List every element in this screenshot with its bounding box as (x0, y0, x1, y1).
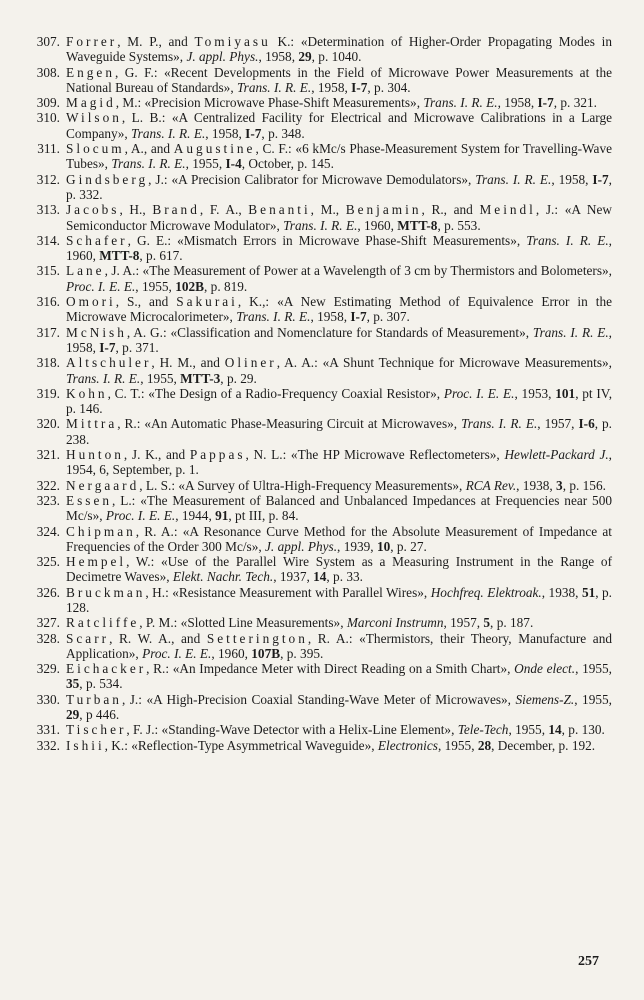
reference-text: , J. A.: «The Measurement of Power at a Wavelength of 3 cm by Thermistors and Bolometers», (104, 263, 612, 279)
reference-text: , p. 332. (66, 171, 612, 202)
reference-entry (24, 141, 612, 172)
reference-text: , J. K., and (123, 447, 190, 463)
journal-title: Trans. I. R. E. (423, 95, 498, 111)
author-surname: Ratcliffe (66, 615, 140, 631)
reference-text: , R.: «An Impedance Meter with Direct Reading on a Smith Chart», (146, 661, 515, 677)
reference-text: , K.,: «A New Estimating Method of Equivalence Error in the Microwave Microcalorimeter», (66, 294, 612, 325)
reference-number: 307. (36, 34, 60, 49)
author-surname: Schafer (66, 232, 128, 248)
reference-number: 330. (36, 691, 60, 707)
journal-title: Proc. I. E. E. (443, 385, 515, 401)
reference-text: , p. 156. (562, 477, 606, 493)
reference-text: , A. A.: «A Shunt Technique for Microwave Measurements», (276, 355, 612, 371)
reference-text: , 1955, (135, 278, 176, 294)
volume: I-7 (350, 309, 367, 325)
author-surname: Benjamin (345, 202, 422, 218)
author-surname: Pappas (189, 447, 246, 463)
author-surname: Magid (66, 95, 116, 111)
volume: 102B (175, 278, 205, 294)
reference-entry (24, 661, 612, 692)
reference-text: , L. B.: «A Centralized Facility for Electrical and Microwave Calibrations in a Large Company», (66, 110, 612, 141)
volume: I-7 (537, 95, 554, 111)
reference-text: , p. 29. (220, 370, 257, 386)
reference-text: , 1954, 6, September, p. 1. (66, 447, 612, 478)
author-surname: Eichacker (66, 661, 147, 677)
reference-text: , L.: «The Measurement of Balanced and Unbalanced Impedances at Frequencies near 500 Mc/s», (66, 492, 612, 524)
reference-text: , 1958, (66, 324, 612, 355)
reference-text: , p. 553. (437, 217, 481, 233)
journal-title: Trans. I. R. E. (131, 125, 206, 141)
reference-text: , 1958, (551, 171, 593, 187)
author-surname: Bruckman (66, 584, 146, 600)
reference-text: , p. 617. (139, 248, 183, 264)
reference-number: 320. (36, 416, 60, 432)
volume: 107B (251, 645, 281, 661)
volume: 28 (477, 737, 492, 753)
reference-text: K.: «Determination of Higher-Order Propagating Modes in Waveguide Systems», (66, 34, 612, 65)
reference-text: , 1955, (437, 737, 478, 753)
journal-title: Trans. I. R. E. (532, 324, 609, 340)
reference-text: , 1955, (574, 691, 612, 707)
author-surname: Turban (66, 691, 122, 707)
volume: I-6 (578, 416, 595, 432)
author-surname: Lane (66, 263, 105, 279)
reference-text: , 1953, (514, 385, 556, 401)
reference-text: , 1955, (508, 722, 549, 738)
author-surname: Scarr (66, 630, 110, 646)
reference-text: , P. M.: «Slotted Line Measurements», (139, 615, 347, 631)
journal-title: Electronics (377, 737, 438, 753)
volume: 101 (555, 385, 576, 401)
reference-text: , K.: «Reflection-Type Asymmetrical Waveguide», (104, 737, 378, 753)
author-surname: Omori (66, 294, 116, 310)
reference-number: 311. (37, 141, 60, 157)
reference-text: , p. 238. (66, 416, 613, 447)
reference-text: , 1958, (311, 79, 352, 95)
reference-entry (24, 554, 612, 585)
reference-number: 323. (36, 492, 60, 508)
reference-text: , C. F.: «6 kMc/s Phase-Measurement System for Travelling-Wave Tubes», (66, 141, 612, 172)
reference-number: 317. (36, 324, 60, 340)
author-surname: Hunton (66, 447, 124, 463)
reference-text: , F. A., (199, 202, 249, 218)
author-surname: Kohn (66, 385, 108, 401)
reference-text: , p. 304. (367, 79, 411, 95)
journal-title: Trans. I. R. E. (461, 416, 538, 432)
reference-entry (24, 524, 612, 555)
reference-entry (24, 692, 612, 723)
author-surname: Altschuler (66, 355, 152, 371)
reference-number: 309. (36, 95, 60, 111)
reference-number: 319. (36, 385, 60, 401)
reference-entry (24, 172, 612, 203)
reference-text: , p. 819. (204, 278, 248, 294)
journal-title: Trans. I. R. E. (526, 232, 609, 248)
reference-text: , 1958, (205, 125, 246, 141)
reference-text: , p. 187. (490, 615, 534, 631)
volume: 14 (548, 722, 562, 738)
journal-title: RCA Rev. (465, 477, 517, 493)
reference-text: , p. 130. (561, 722, 605, 738)
volume: 5 (483, 615, 491, 631)
reference-number: 316. (36, 294, 60, 310)
reference-number: 308. (36, 64, 60, 80)
reference-number: 310. (36, 110, 60, 126)
volume: MTT-8 (397, 217, 438, 233)
reference-text: , J.: «A High-Precision Coaxial Standing-Wave Meter of Microwaves», (121, 691, 516, 707)
reference-entry (24, 386, 612, 417)
reference-text: , R., and (421, 202, 480, 218)
journal-title: Onde elect. (514, 661, 576, 677)
volume: 51 (581, 584, 596, 600)
volume: I-7 (99, 339, 116, 355)
reference-number: 314. (36, 232, 60, 248)
reference-entry (24, 294, 612, 325)
journal-title: Elekt. Nachr. Tech. (172, 569, 274, 585)
reference-text: , M. P., and (117, 34, 195, 49)
volume: 91 (215, 508, 229, 524)
reference-text: , p. 128. (66, 584, 613, 615)
author-surname: Tomiyasu (194, 34, 271, 49)
reference-entry (24, 95, 612, 110)
author-surname: Gindsberg (66, 171, 149, 187)
volume: 3 (556, 477, 563, 493)
reference-number: 312. (36, 171, 60, 187)
reference-text: , S., and (115, 294, 177, 310)
reference-text: , 1938, (516, 477, 557, 493)
reference-number: 328. (36, 630, 60, 646)
author-surname: Essen (66, 492, 113, 508)
journal-title: Trans. I. R. E. (66, 370, 141, 386)
reference-text: , 1960, (211, 645, 252, 661)
reference-text: , 1944, (175, 508, 216, 524)
reference-text: , 1960, (357, 217, 398, 233)
reference-text: , A. G.: «Classification and Nomenclature for Standards of Measurement», (126, 324, 533, 340)
reference-text: , p. 33. (326, 569, 363, 585)
reference-entry (24, 738, 612, 753)
volume: I-7 (245, 125, 262, 141)
reference-text: , F. J.: «Standing-Wave Detector with a Helix-Line Element», (126, 722, 458, 738)
reference-number: 329. (36, 661, 60, 677)
reference-text: , N. L.: «The HP Microwave Reflectometers», (245, 447, 505, 463)
reference-text: , 1958, (310, 309, 351, 325)
journal-title: Hochfreq. Elektroak. (430, 584, 542, 600)
reference-number: 331. (36, 722, 60, 738)
author-surname: Tischer (66, 722, 127, 738)
reference-number: 326. (36, 584, 60, 600)
volume: I-4 (225, 156, 242, 172)
journal-title: J. appl. Phys. (186, 49, 259, 65)
reference-entry (24, 65, 612, 96)
author-surname: Oliner (224, 355, 277, 371)
reference-text: , 1958, (258, 49, 299, 65)
reference-text: , 1957, (537, 416, 579, 432)
reference-text: , p. 27. (390, 538, 427, 554)
reference-number: 313. (36, 202, 60, 218)
reference-text: , October, p. 145. (241, 156, 334, 172)
journal-title: Trans. I. R. E. (475, 171, 552, 187)
reference-number: 324. (36, 523, 60, 539)
author-surname: Brand (152, 202, 200, 218)
author-surname: Benanti (248, 202, 311, 218)
reference-text: , G. F.: «Recent Developments in the Field of Microwave Power Measurements at the National Bureau of Standards», (66, 64, 612, 95)
volume: 29 (298, 49, 312, 65)
reference-text: , p. 371. (115, 339, 159, 355)
author-surname: Nergaard (66, 477, 140, 493)
reference-text: , M., (310, 202, 346, 218)
reference-text: , p. 321. (553, 95, 597, 111)
reference-text: , R. W. A., and (109, 630, 207, 646)
reference-entry (24, 355, 612, 386)
reference-entry (24, 34, 612, 65)
reference-text: , H., (119, 202, 153, 218)
reference-entry (24, 615, 612, 630)
journal-title: Proc. I. E. E. (105, 508, 176, 524)
journal-title: Proc. I. E. E. (66, 278, 136, 294)
reference-text: , 1939, (337, 538, 377, 554)
reference-text: , p. 395. (280, 645, 324, 661)
author-surname: Mittra (66, 416, 118, 432)
reference-entry (24, 585, 612, 616)
reference-entry (24, 263, 612, 294)
author-surname: McNish (66, 324, 127, 340)
reference-text: , J.: «A New Semiconductor Microwave Modulator», (66, 202, 612, 233)
reference-text: , J.: «A Precision Calibrator for Microwave Demodulators», (148, 171, 476, 187)
author-surname: Chipman (66, 523, 136, 539)
reference-number: 315. (36, 263, 60, 279)
reference-text: , G. E.: «Mismatch Errors in Microwave Phase-Shift Measurements», (127, 232, 527, 248)
reference-entry (24, 631, 612, 662)
reference-text: , 1957, (443, 615, 484, 631)
reference-text: , p. 307. (366, 309, 410, 325)
journal-title: J. appl. Phys. (265, 538, 338, 554)
reference-text: , 1937, (273, 569, 314, 585)
reference-text: , A., and (124, 141, 174, 157)
reference-text: , W.: «Use of the Parallel Wire System as a Measuring Instrument in the Range of Decimetre Waves», (66, 554, 612, 585)
reference-text: , pt III, p. 84. (228, 508, 299, 524)
reference-number: 327. (36, 615, 60, 631)
author-surname: Ishii (66, 737, 105, 753)
reference-entry (24, 202, 612, 233)
author-surname: Augustine (173, 141, 256, 157)
reference-text: , M.: «Precision Microwave Phase-Shift Measurements», (115, 95, 424, 111)
reference-text: , 1955, (575, 661, 612, 677)
reference-entry (24, 493, 612, 524)
reference-text: , 1955, (185, 156, 226, 172)
reference-text: , p. 534. (79, 676, 123, 692)
reference-entry (24, 325, 612, 356)
reference-text: , 1955, (140, 370, 181, 386)
author-surname: Meindl (479, 202, 536, 218)
reference-entry (24, 722, 612, 737)
reference-text: , R.: «An Automatic Phase-Measuring Circuit at Microwaves», (117, 416, 462, 432)
reference-entry (24, 110, 612, 141)
reference-entry (24, 416, 612, 447)
reference-number: 321. (36, 447, 60, 463)
reference-list (24, 34, 612, 753)
volume: 14 (313, 569, 327, 585)
reference-entry (24, 447, 612, 478)
page-number: 257 (578, 954, 599, 969)
journal-title: Marconi Instrumn (346, 615, 444, 631)
volume: I-7 (592, 171, 609, 187)
author-surname: Hempel (66, 554, 127, 570)
journal-title: Proc. I. E. E. (142, 645, 212, 661)
author-surname: Jacobs (66, 202, 120, 218)
reference-entry (24, 233, 612, 264)
journal-title: Hewlett-Packard J. (504, 447, 609, 463)
reference-text: , p 446. (79, 707, 120, 723)
reference-text: , December, p. 192. (491, 737, 596, 753)
author-surname: Wilson (66, 110, 122, 126)
volume: 35 (66, 676, 80, 692)
reference-text: , pt IV, p. 146. (66, 385, 613, 417)
author-surname: Sakurai (176, 294, 238, 310)
reference-text: , H.: «Resistance Measurement with Parallel Wires», (145, 584, 431, 600)
reference-number: 322. (36, 477, 60, 493)
volume: 29 (66, 707, 80, 723)
reference-text: , p. 1040. (311, 49, 362, 65)
reference-text: , p. 348. (261, 125, 305, 141)
journal-title: Trans. I. R. E. (283, 217, 358, 233)
reference-text: , 1960, (66, 232, 612, 264)
author-surname: Forrer (66, 34, 118, 49)
reference-text: , R. A.: «Thermistors, their Theory, Manufacture and Application», (66, 630, 612, 661)
reference-text: , H. M., and (151, 355, 225, 371)
volume: MTT-8 (99, 248, 140, 264)
reference-text: , 1938, (541, 584, 582, 600)
volume: I-7 (351, 79, 368, 95)
reference-text: , R. A.: «A Resonance Curve Method for the Absolute Measurement of Impedance at Frequencies of the Order 300 Mc/s», (66, 523, 612, 554)
volume: 10 (376, 538, 391, 554)
reference-text: , 1958, (497, 95, 538, 111)
author-surname: Engen (66, 64, 115, 80)
journal-title: Tele-Tech (457, 722, 509, 738)
reference-number: 332. (36, 737, 60, 753)
volume: MTT-3 (180, 370, 221, 386)
journal-title: Trans. I. R. E. (236, 309, 311, 325)
reference-number: 318. (36, 355, 60, 371)
reference-text: , C. T.: «The Design of a Radio-Frequency Coaxial Resistor», (107, 385, 444, 401)
author-surname: Setterington (206, 630, 308, 646)
reference-entry (24, 478, 612, 493)
journal-title: Siemens-Z. (515, 691, 575, 707)
reference-text: , L. S.: «A Survey of Ultra-High-Frequency Measurements», (139, 477, 466, 493)
journal-title: Trans. I. R. E. (236, 79, 312, 95)
journal-title: Trans. I. R. E. (111, 156, 186, 172)
author-surname: Slocum (66, 141, 125, 157)
reference-number: 325. (36, 554, 60, 570)
